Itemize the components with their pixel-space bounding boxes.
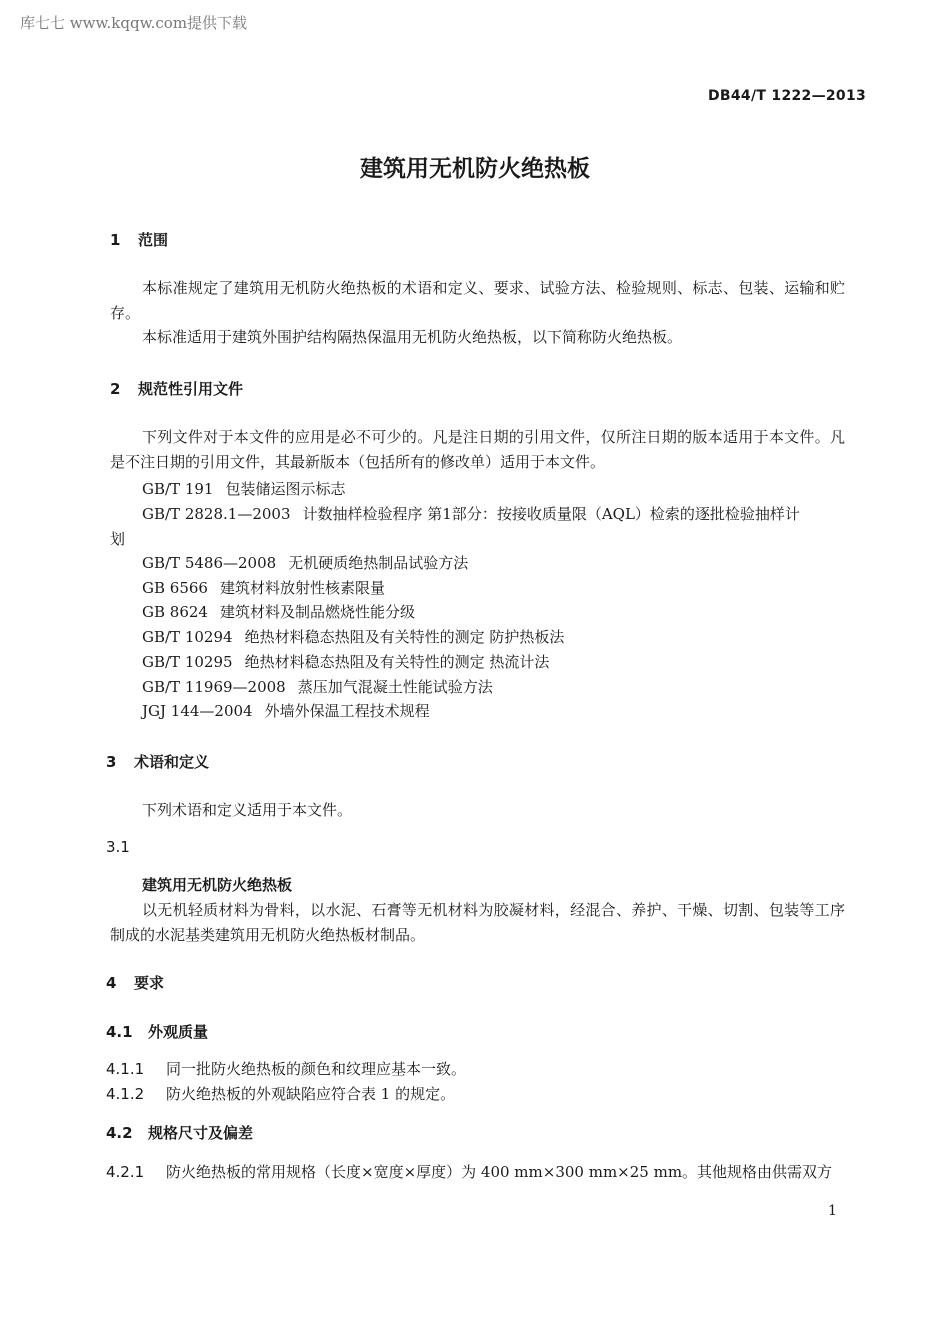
subsection-number: 4.2 <box>106 1124 133 1142</box>
reference-title: 建筑材料及制品燃烧性能分级 <box>219 603 415 621</box>
section-3-intro: 下列术语和定义适用于本文件。 <box>142 801 353 819</box>
reference-code: GB/T 11969—2008 <box>142 678 286 696</box>
document-number: DB44/T 1222—2013 <box>708 88 867 104</box>
reference-code: GB/T 191 <box>142 480 214 498</box>
reference-title: 建筑材料放射性核素限量 <box>219 579 385 597</box>
section-4-heading <box>106 972 164 993</box>
term-number: 3.1 <box>106 838 130 856</box>
section-2-heading <box>110 378 243 399</box>
reference-title: 绝热材料稳态热阻及有关特性的测定 热流计法 <box>244 653 550 671</box>
reference-code: GB/T 2828.1—2003 <box>142 505 291 523</box>
term-name: 建筑用无机防火绝热板 <box>142 876 293 894</box>
section-title: 要求 <box>134 974 165 992</box>
section-number: 2 <box>110 380 121 398</box>
reference-item <box>142 601 415 622</box>
section-number: 4 <box>106 974 117 992</box>
section-title: 术语和定义 <box>134 753 210 771</box>
reference-item <box>142 503 800 524</box>
clause-number: 4.2.1 <box>106 1163 145 1181</box>
reference-code: JGJ 144—2004 <box>142 702 253 720</box>
clause-4-1-2 <box>106 1083 455 1104</box>
section-3-heading <box>106 751 209 772</box>
reference-code: GB 8624 <box>142 603 208 621</box>
term-definition: 以无机轻质材料为骨料，以水泥、石膏等无机材料为胶凝材料，经混合、养护、干燥、切割、包装等工序制成的水泥基类建筑用无机防火绝热板材制品。 <box>110 901 845 944</box>
reference-item <box>142 478 345 499</box>
reference-item <box>142 626 564 647</box>
subsection-title: 规格尺寸及偏差 <box>148 1124 254 1142</box>
reference-code: GB/T 10295 <box>142 653 233 671</box>
section-title: 规范性引用文件 <box>138 380 244 398</box>
clause-4-2-1 <box>106 1161 832 1182</box>
clause-text: 防火绝热板的常用规格（长度×宽度×厚度）为 400 mm×300 mm×25 mm。其他规格由供需双方 <box>166 1163 833 1181</box>
section-1-paragraph-2: 本标准适用于建筑外围护结构隔热保温用无机防火绝热板，以下简称防火绝热板。 <box>142 328 683 346</box>
reference-title: 包装储运图示标志 <box>225 480 346 498</box>
section-number: 1 <box>110 231 121 249</box>
clause-number: 4.1.2 <box>106 1085 145 1103</box>
section-1-paragraph-1: 本标准规定了建筑用无机防火绝热板的术语和定义、要求、试验方法、检验规则、标志、包装、运输和贮存。 <box>110 279 845 322</box>
subsection-number: 4.1 <box>106 1023 133 1041</box>
reference-title: 计数抽样检验程序 第1部分：按接收质量限（AQL）检索的逐批检验抽样计 <box>302 505 800 523</box>
reference-title: 绝热材料稳态热阻及有关特性的测定 防护热板法 <box>244 628 565 646</box>
section-2-intro: 下列文件对于本文件的应用是必不可少的。凡是注日期的引用文件，仅所注日期的版本适用于本文件。凡是不注日期的引用文件，其最新版本（包括所有的修改单）适用于本文件。 <box>110 428 845 471</box>
reference-code: GB 6566 <box>142 579 208 597</box>
reference-code: GB/T 5486—2008 <box>142 554 277 572</box>
reference-item <box>142 552 468 573</box>
clause-text: 防火绝热板的外观缺陷应符合表 1 的规定。 <box>166 1085 456 1103</box>
subsection-4-2-heading <box>106 1122 253 1143</box>
section-1-heading <box>110 229 168 250</box>
reference-item <box>142 577 385 598</box>
subsection-title: 外观质量 <box>148 1023 209 1041</box>
section-number: 3 <box>106 753 117 771</box>
clause-number: 4.1.1 <box>106 1060 145 1078</box>
clause-text: 同一批防火绝热板的颜色和纹理应基本一致。 <box>166 1060 467 1078</box>
page-number: 1 <box>828 1203 837 1219</box>
reference-item <box>142 651 549 672</box>
reference-title: 无机硬质绝热制品试验方法 <box>288 554 469 572</box>
reference-title: 外墙外保温工程技术规程 <box>264 702 430 720</box>
watermark-text: 库七七 www.kqqw.com提供下载 <box>20 14 248 32</box>
clause-4-1-1 <box>106 1058 466 1079</box>
document-title: 建筑用无机防火绝热板 <box>360 156 590 182</box>
reference-item <box>142 676 493 697</box>
reference-continuation: 划 <box>110 530 126 548</box>
subsection-4-1-heading <box>106 1021 208 1042</box>
section-title: 范围 <box>138 231 169 249</box>
reference-title: 蒸压加气混凝土性能试验方法 <box>297 678 493 696</box>
reference-item <box>142 700 430 721</box>
reference-code: GB/T 10294 <box>142 628 233 646</box>
